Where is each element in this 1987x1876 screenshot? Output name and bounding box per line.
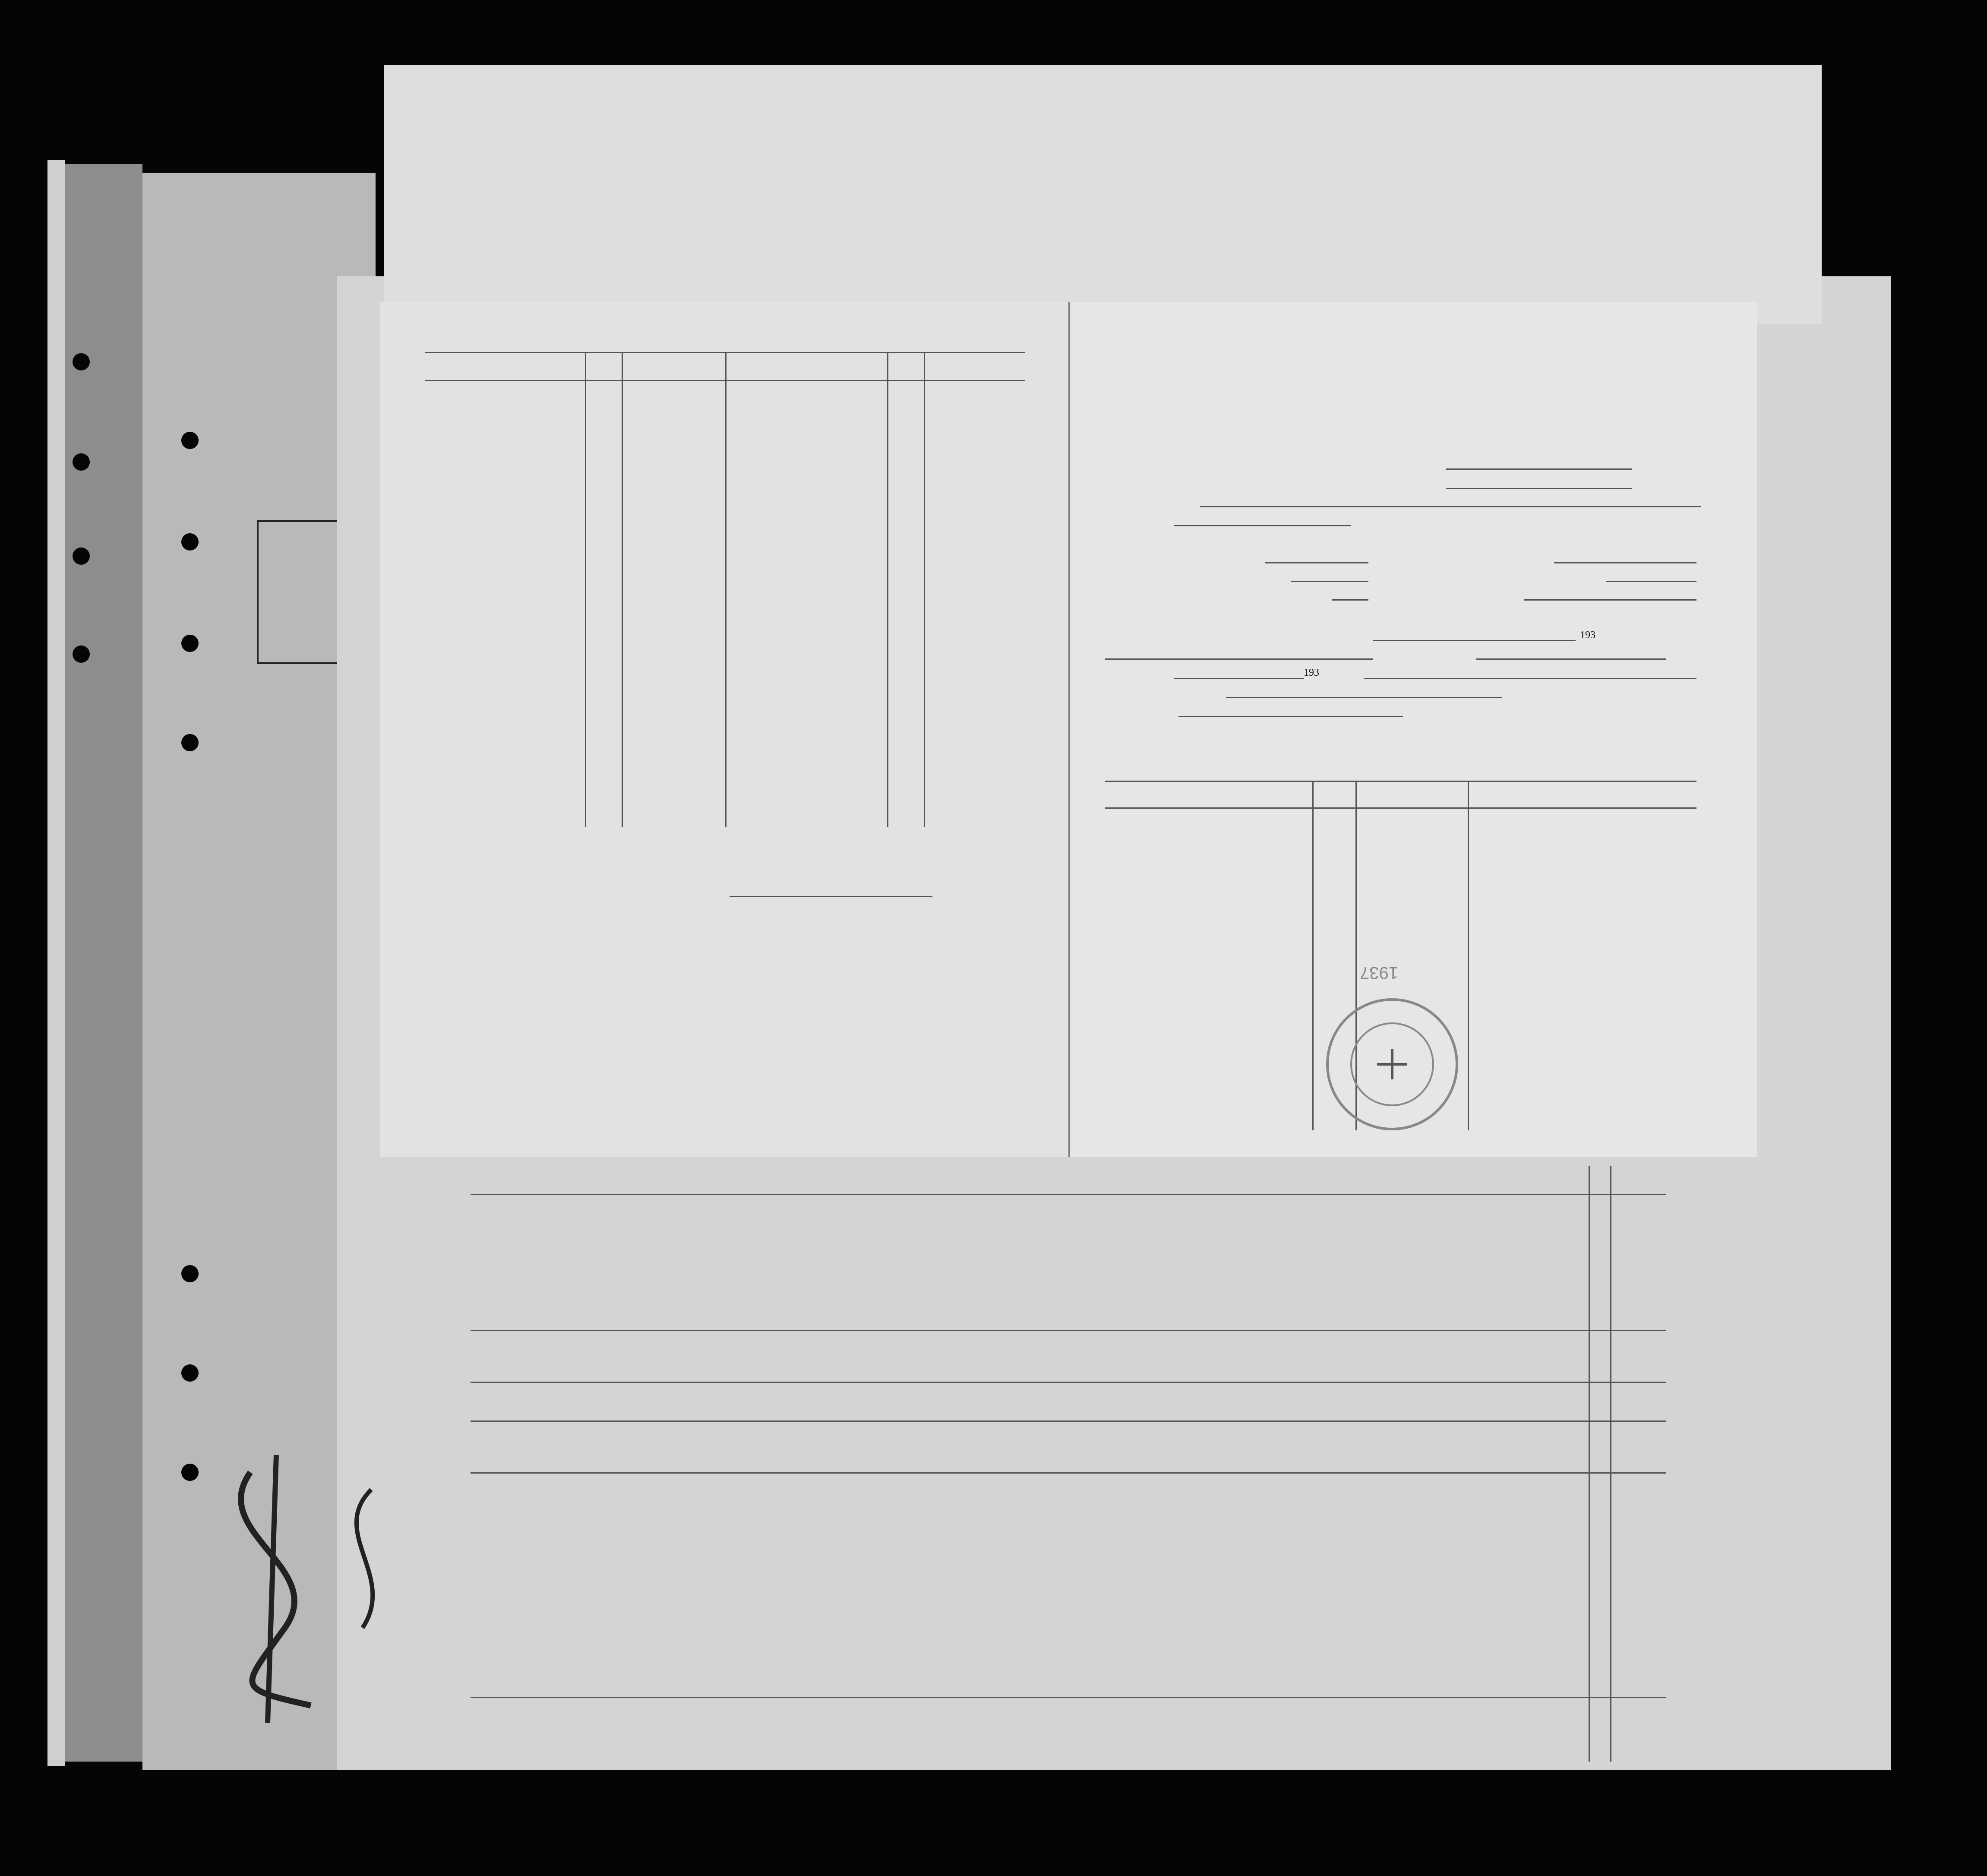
field-line — [1200, 506, 1701, 507]
form-fold — [1068, 302, 1070, 1157]
punch-hole — [73, 353, 90, 370]
punch-hole — [181, 1364, 199, 1382]
table-header-border — [425, 380, 1025, 381]
field-line — [1446, 468, 1632, 470]
stamp-year: 1937 — [1360, 963, 1398, 982]
field-line — [1291, 581, 1368, 582]
manifest-divider — [471, 1382, 1666, 1383]
field-line — [1174, 678, 1304, 679]
manifest-divider — [471, 1330, 1666, 1331]
manifest-divider — [471, 1420, 1666, 1422]
signature-line — [730, 896, 932, 897]
field-line — [1476, 658, 1666, 660]
punch-hole — [73, 645, 90, 663]
col-divider — [924, 352, 925, 827]
field-line — [1364, 678, 1696, 679]
manifest-divider — [471, 1194, 1666, 1195]
field-line — [1332, 599, 1368, 601]
field-line — [1226, 697, 1502, 698]
field-line — [1606, 581, 1696, 582]
punch-hole — [73, 453, 90, 471]
col-divider — [622, 352, 623, 827]
field-line — [1373, 640, 1576, 641]
field-line — [1105, 658, 1373, 660]
field-line — [1446, 488, 1632, 489]
handwritten-scrawl — [199, 1446, 414, 1727]
punch-hole — [181, 432, 199, 449]
year-prefix: 193 — [1580, 630, 1595, 641]
table-border — [1105, 781, 1696, 782]
punch-hole — [181, 1265, 199, 1282]
punch-hole — [181, 1464, 199, 1481]
table-header-border — [1105, 807, 1696, 809]
col-divider — [585, 352, 586, 827]
field-line — [1524, 599, 1696, 601]
col-divider — [1468, 781, 1469, 1130]
manifest-header-border — [1610, 1166, 1611, 1762]
left-folder-strip — [56, 164, 142, 1762]
left-card-edge — [47, 160, 65, 1766]
col-divider — [725, 352, 727, 827]
top-form-sheet — [384, 65, 1822, 324]
field-line — [1178, 716, 1403, 717]
year-prefix: 193 — [1304, 667, 1319, 678]
manifest-header-border — [1589, 1166, 1590, 1762]
circular-stamp — [1321, 993, 1463, 1136]
punch-hole — [181, 533, 199, 550]
manifest-divider — [471, 1472, 1666, 1474]
field-line — [1265, 562, 1368, 563]
col-divider — [1312, 781, 1314, 1130]
manifest-divider — [471, 1697, 1666, 1698]
punch-hole — [181, 635, 199, 652]
field-line — [1174, 525, 1351, 526]
col-divider — [887, 352, 888, 827]
field-line — [1554, 562, 1696, 563]
punch-hole — [73, 547, 90, 565]
punch-hole — [181, 734, 199, 751]
